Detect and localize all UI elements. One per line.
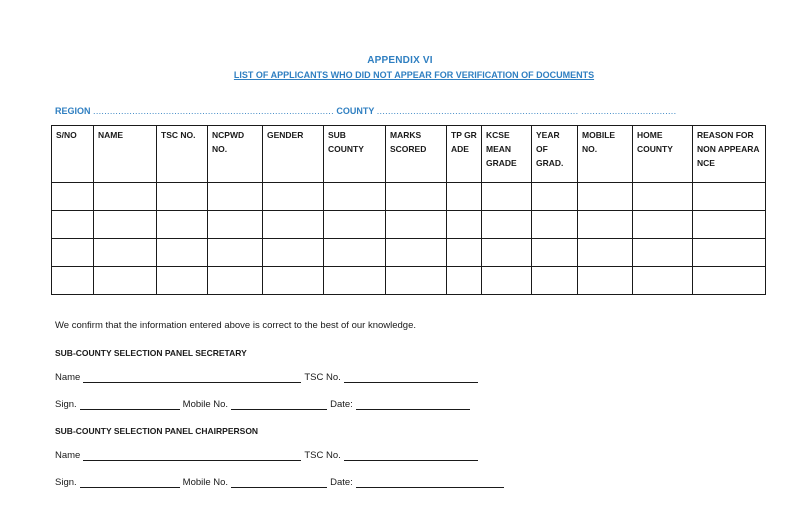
mobile-label: Mobile No. bbox=[182, 399, 229, 410]
region-label: REGION bbox=[55, 106, 91, 116]
mobile-field[interactable] bbox=[231, 399, 327, 410]
table-cell[interactable] bbox=[263, 267, 324, 295]
county-label: COUNTY bbox=[336, 106, 375, 116]
table-cell[interactable] bbox=[208, 267, 263, 295]
column-header: GENDER bbox=[263, 126, 324, 183]
table-cell[interactable] bbox=[447, 183, 482, 211]
table-cell[interactable] bbox=[633, 267, 693, 295]
tsc-field[interactable] bbox=[344, 450, 478, 461]
region-county-line bbox=[55, 106, 735, 116]
confirmation-text: We confirm that the information entered above is correct to the best of our knowledge. bbox=[55, 320, 417, 331]
sign-label: Sign. bbox=[55, 477, 77, 488]
secretary-heading: SUB-COUNTY SELECTION PANEL SECRETARY bbox=[55, 348, 247, 358]
table-cell[interactable] bbox=[386, 239, 447, 267]
table-cell[interactable] bbox=[447, 211, 482, 239]
tsc-field[interactable] bbox=[344, 372, 478, 383]
table-cell[interactable] bbox=[633, 183, 693, 211]
table-cell[interactable] bbox=[157, 211, 208, 239]
table-cell[interactable] bbox=[578, 267, 633, 295]
column-header: TP GRADE bbox=[447, 126, 482, 183]
column-header: REASON FOR NON APPEARANCE bbox=[693, 126, 766, 183]
column-header: S/NO bbox=[52, 126, 94, 183]
column-header: TSC NO. bbox=[157, 126, 208, 183]
column-header: HOME COUNTY bbox=[633, 126, 693, 183]
column-header: SUB COUNTY bbox=[324, 126, 386, 183]
table-cell[interactable] bbox=[94, 267, 157, 295]
table-cell[interactable] bbox=[157, 183, 208, 211]
column-header: KCSE MEAN GRADE bbox=[482, 126, 532, 183]
table-cell[interactable] bbox=[578, 183, 633, 211]
table-cell[interactable] bbox=[157, 267, 208, 295]
table-cell[interactable] bbox=[52, 239, 94, 267]
table-cell[interactable] bbox=[482, 267, 532, 295]
name-field[interactable] bbox=[83, 372, 301, 383]
table-cell[interactable] bbox=[578, 211, 633, 239]
mobile-field[interactable] bbox=[231, 477, 327, 488]
chairperson-name-row bbox=[55, 450, 481, 461]
table-cell[interactable] bbox=[208, 183, 263, 211]
tsc-label: TSC No. bbox=[304, 450, 341, 461]
table-cell[interactable] bbox=[263, 211, 324, 239]
table-cell[interactable] bbox=[208, 239, 263, 267]
name-label: Name bbox=[55, 372, 81, 383]
appendix-title: APPENDIX VI bbox=[367, 55, 433, 66]
secretary-name-row bbox=[55, 372, 481, 383]
table-cell[interactable] bbox=[94, 239, 157, 267]
mobile-label: Mobile No. bbox=[182, 477, 229, 488]
table-cell[interactable] bbox=[324, 183, 386, 211]
table-cell[interactable] bbox=[386, 211, 447, 239]
table-cell[interactable] bbox=[447, 239, 482, 267]
table-header-row bbox=[52, 126, 766, 183]
column-header: NAME bbox=[94, 126, 157, 183]
table-cell[interactable] bbox=[532, 239, 578, 267]
chairperson-heading: SUB-COUNTY SELECTION PANEL CHAIRPERSON bbox=[55, 426, 259, 436]
table-cell[interactable] bbox=[532, 183, 578, 211]
table-cell[interactable] bbox=[52, 183, 94, 211]
column-header: YEAR OF GRAD. bbox=[532, 126, 578, 183]
table-cell[interactable] bbox=[52, 267, 94, 295]
table-body bbox=[52, 183, 766, 295]
chairperson-sign-row bbox=[55, 477, 507, 488]
applicants-table bbox=[51, 125, 766, 295]
table-cell[interactable] bbox=[447, 267, 482, 295]
table-cell[interactable] bbox=[263, 183, 324, 211]
table-row bbox=[52, 183, 766, 211]
table-cell[interactable] bbox=[532, 267, 578, 295]
date-field[interactable] bbox=[356, 399, 470, 410]
table-cell[interactable] bbox=[94, 211, 157, 239]
table-cell[interactable] bbox=[386, 183, 447, 211]
table-cell[interactable] bbox=[693, 239, 766, 267]
tsc-label: TSC No. bbox=[304, 372, 341, 383]
sign-field[interactable] bbox=[80, 399, 180, 410]
table-cell[interactable] bbox=[482, 211, 532, 239]
table-cell[interactable] bbox=[532, 211, 578, 239]
date-label: Date: bbox=[330, 399, 353, 410]
table-cell[interactable] bbox=[157, 239, 208, 267]
sign-label: Sign. bbox=[55, 399, 77, 410]
table-cell[interactable] bbox=[578, 239, 633, 267]
table-cell[interactable] bbox=[324, 211, 386, 239]
table-row bbox=[52, 267, 766, 295]
table-cell[interactable] bbox=[324, 239, 386, 267]
table-cell[interactable] bbox=[52, 211, 94, 239]
table-cell[interactable] bbox=[693, 211, 766, 239]
secretary-sign-row bbox=[55, 399, 473, 410]
table-cell[interactable] bbox=[693, 183, 766, 211]
table-cell[interactable] bbox=[94, 183, 157, 211]
table-cell[interactable] bbox=[482, 239, 532, 267]
table-cell[interactable] bbox=[324, 267, 386, 295]
table-cell[interactable] bbox=[208, 211, 263, 239]
table-cell[interactable] bbox=[263, 239, 324, 267]
column-header: MARKS SCORED bbox=[386, 126, 447, 183]
table-row bbox=[52, 239, 766, 267]
date-label: Date: bbox=[330, 477, 353, 488]
date-field[interactable] bbox=[356, 477, 504, 488]
table-cell[interactable] bbox=[482, 183, 532, 211]
column-header: NCPWD NO. bbox=[208, 126, 263, 183]
name-field[interactable] bbox=[83, 450, 301, 461]
table-cell[interactable] bbox=[633, 211, 693, 239]
sign-field[interactable] bbox=[80, 477, 180, 488]
table-cell[interactable] bbox=[386, 267, 447, 295]
table-cell[interactable] bbox=[633, 239, 693, 267]
column-header: MOBILE NO. bbox=[578, 126, 633, 183]
table-cell[interactable] bbox=[693, 267, 766, 295]
region-dots: ...................................................................................... bbox=[93, 106, 334, 116]
list-title: LIST OF APPLICANTS WHO DID NOT APPEAR FOR VERIFICATION OF DOCUMENTS bbox=[233, 70, 595, 80]
name-label: Name bbox=[55, 450, 81, 461]
county-dots: ........................................................................ .................................. bbox=[376, 106, 677, 116]
table-row bbox=[52, 211, 766, 239]
